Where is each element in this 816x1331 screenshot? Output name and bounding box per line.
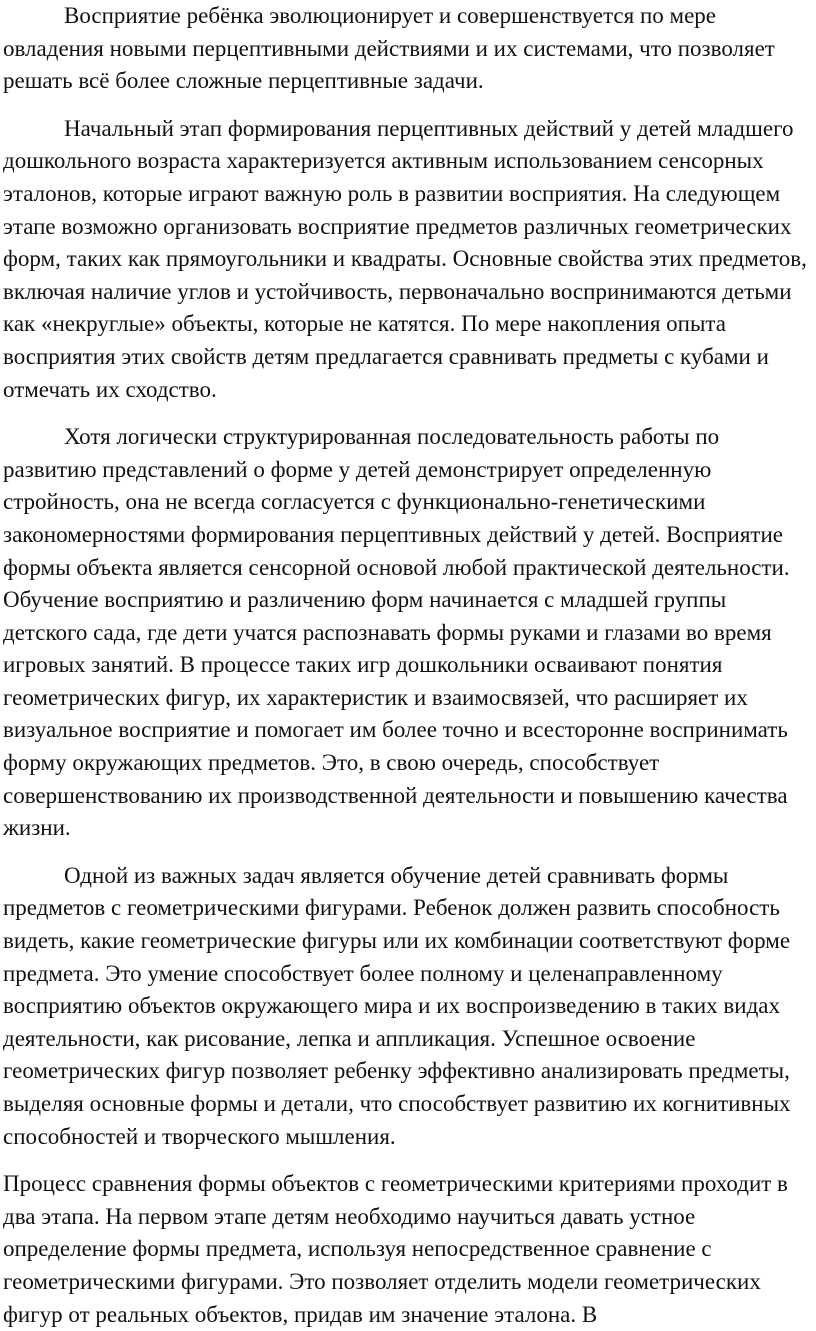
paragraph-form-representation: Хотя логически структурированная последовательность работы по развитию представлений о форме у детей демонстрирует определенную стройность, она не всегда согласуется с функционально-генетическими закономерностями формирования перцептивных действий у детей. Восприятие формы объекта является сенсорной основой любой практической деятельности. Обучение восприятию и различению форм начинается с младшей группы детского сада, где дети учатся распознавать формы руками и глазами во время игровых занятий. В процессе таких игр дошкольники осваивают понятия геометрических фигур, их характеристик и взаимосвязей, что расширяет их визуальное восприятие и помогает им более точно и всесторонне воспринимать форму окружающих предметов. Это, в свою очередь, способствует совершенствованию их производственной деятельности и повышению качества жизни. [3, 424, 790, 841]
paragraph-compare-shapes: Одной из важных задач является обучение детей сравнивать формы предметов с геометрическими фигурами. Ребенок должен развить способность видеть, какие геометрические фигуры или их комбинации соответствуют форме предмета. Это умение способствует более полному и целенаправленному восприятию объектов окружающего мира и их воспроизведению в таких видах деятельности, как рисование, лепка и аппликация. Успешное освоение геометрических фигур позволяет ребенку эффективно анализировать предметы, выделяя основные формы и детали, что способствует развитию их когнитивных способностей и творческого мышления. [3, 862, 791, 1149]
paragraph-perception-evolution: Восприятие ребёнка эволюционирует и совершенствуется по мере овладения новыми перцептивными действиями и их системами, что позволяет решать всё более сложные перцептивные задачи. [3, 3, 775, 94]
paragraph-initial-stage: Начальный этап формирования перцептивных действий у детей младшего дошкольного возраста характеризуется активным использованием сенсорных эталонов, которые играют важную роль в развитии восприятия. На следующем этапе возможно организовать восприятие предметов различных геометрических форм, таких как прямоугольники и квадраты. Основные свойства этих предметов, включая наличие углов и устойчивость, первоначально воспринимаются детьми как «некруглые» объекты, которые не катятся. По мере накопления опыта восприятия этих свойств детям предлагается сравнивать предметы с кубами и отмечать их сходство. [3, 115, 807, 402]
paragraph-comparison-process: Процесс сравнения формы объектов с геометрическими критериями проходит в два этапа. На первом этапе детям необходимо научиться давать устное определение формы предмета, используя непосредственное сравнение с геометрическими фигурами. Это позволяет отделить модели геометрических фигур от реальных объектов, придав им значение эталона. В [3, 1171, 788, 1327]
